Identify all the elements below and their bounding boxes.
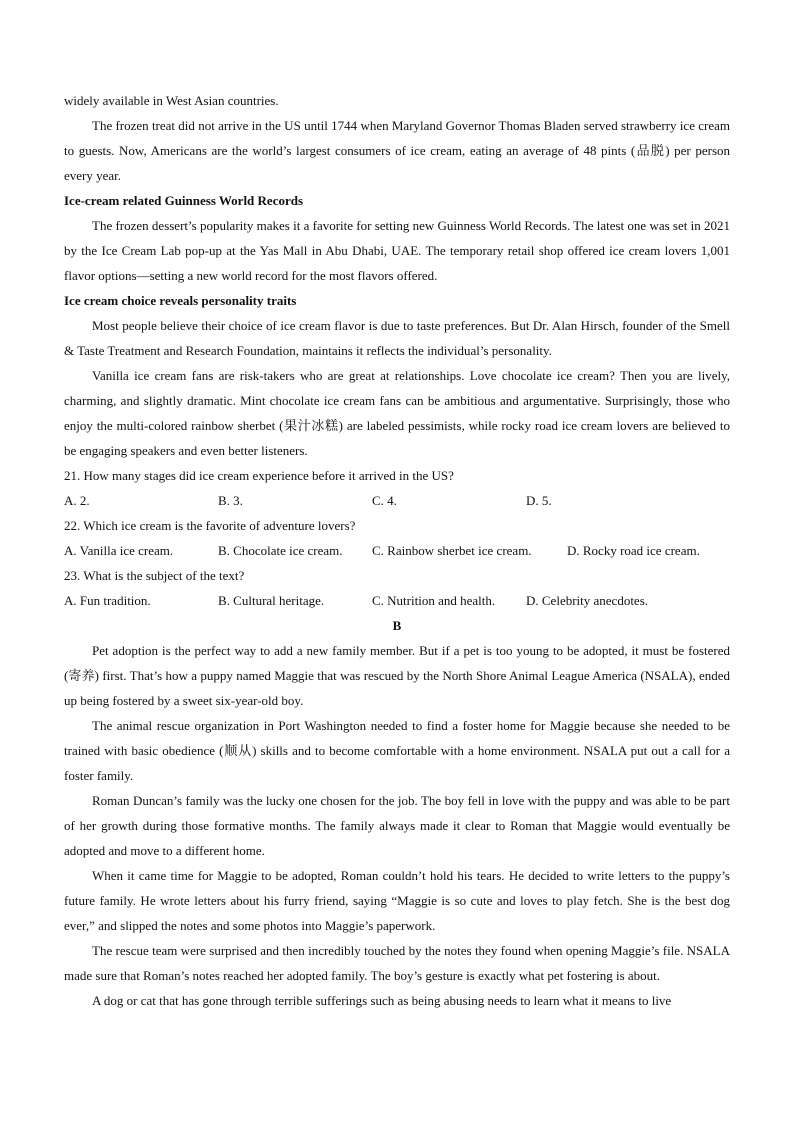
paragraph-foster-home: The animal rescue organization in Port Washington needed to find a foster home for Maggie because she needed to be trained with basic obedience (顺从) skills and to become comfortable with a home environment. NSALA put out a call for a foster family. bbox=[64, 718, 730, 783]
question-23-option-d[interactable]: D. Celebrity anecdotes. bbox=[526, 593, 649, 608]
section-heading-guinness: Ice-cream related Guinness World Records bbox=[64, 193, 304, 208]
question-21-option-c[interactable]: C. 4. bbox=[372, 493, 397, 508]
question-21-option-a[interactable]: A. 2. bbox=[64, 493, 90, 508]
question-22-option-a[interactable]: A. Vanilla ice cream. bbox=[64, 543, 174, 558]
question-21-option-d[interactable]: D. 5. bbox=[526, 493, 552, 508]
section-heading-personality: Ice cream choice reveals personality traits bbox=[64, 293, 297, 308]
question-23-stem: 23. What is the subject of the text? bbox=[64, 568, 245, 583]
paragraph-pet-adoption: Pet adoption is the perfect way to add a new family member. But if a pet is too young to be adopted, it must be fostered (寄养) first. That’s how a puppy named Maggie that was rescued by the North Shore Animal League America (NSALA), ended up being fostered by a sweet six-year-old boy. bbox=[64, 643, 730, 708]
paragraph-rescue-team: The rescue team were surprised and then incredibly touched by the notes they found when opening Maggie’s file. NSALA made sure that Roman’s notes reached her adopted family. The boy’s gesture is exactly what pet fostering is about. bbox=[64, 943, 730, 983]
paragraph-guinness: The frozen dessert’s popularity makes it a favorite for setting new Guinness World Records. The latest one was set in 2021 by the Ice Cream Lab pop-up at the Yas Mall in Abu Dhabi, UAE. The temporary retail shop offered ice cream lovers 1,001 flavor options—setting a new world record for the most flavors offered. bbox=[64, 218, 730, 283]
question-22-option-c[interactable]: C. Rainbow sherbet ice cream. bbox=[372, 543, 532, 558]
question-21-option-b[interactable]: B. 3. bbox=[218, 493, 243, 508]
paragraph-continuation: widely available in West Asian countries. bbox=[64, 93, 279, 108]
question-22-option-d[interactable]: D. Rocky road ice cream. bbox=[567, 543, 700, 558]
paragraph-ice-cream-us: The frozen treat did not arrive in the US until 1744 when Maryland Governor Thomas Bladen served strawberry ice cream to guests. Now, Americans are the world’s largest consumers of ice cream, eating an average of 48 pints (品脱) per person every year. bbox=[64, 118, 730, 183]
paragraph-sufferings: A dog or cat that has gone through terrible sufferings such as being abusing needs to learn what it means to live bbox=[92, 993, 672, 1008]
paragraph-personality-flavors: Vanilla ice cream fans are risk-takers who are great at relationships. Love chocolate ice cream? Then you are lively, charming, and slightly dramatic. Mint chocolate ice cream fans can be ambitious and argumentative. Surprisingly, those who enjoy the multi-colored rainbow sherbet (果汁冰糕) are labeled pessimists, while rocky road ice cream lovers are believed to be engaging speakers and even better listeners. bbox=[64, 368, 730, 458]
question-22-option-b[interactable]: B. Chocolate ice cream. bbox=[218, 543, 343, 558]
question-23-option-c[interactable]: C. Nutrition and health. bbox=[372, 593, 496, 608]
paragraph-personality-intro: Most people believe their choice of ice cream flavor is due to taste preferences. But Dr. Alan Hirsch, founder of the Smell & Taste Treatment and Research Foundation, maintains it reflects the individual’s personality. bbox=[64, 318, 730, 358]
question-21-options bbox=[64, 488, 730, 513]
question-22-stem: 22. Which ice cream is the favorite of adventure lovers? bbox=[64, 518, 356, 533]
question-23-option-b[interactable]: B. Cultural heritage. bbox=[218, 593, 325, 608]
question-21-stem: 21. How many stages did ice cream experience before it arrived in the US? bbox=[64, 468, 454, 483]
question-23-option-a[interactable]: A. Fun tradition. bbox=[64, 593, 151, 608]
passage-b-label: B bbox=[392, 618, 402, 633]
paragraph-letters: When it came time for Maggie to be adopted, Roman couldn’t hold his tears. He decided to write letters to the puppy’s future family. He wrote letters about his furry friend, saying “Maggie is so cute and loves to play fetch. She is the best dog ever,” and slipped the notes and some photos into Maggie’s paperwork. bbox=[64, 868, 730, 933]
document-page bbox=[64, 88, 730, 1013]
paragraph-roman-family: Roman Duncan’s family was the lucky one chosen for the job. The boy fell in love with the puppy and was able to be part of her growth during those formative months. The family always made it clear to Roman that Maggie would eventually be adopted and move to a different home. bbox=[64, 793, 730, 858]
question-23-options bbox=[64, 588, 730, 613]
question-22-options bbox=[64, 538, 730, 563]
